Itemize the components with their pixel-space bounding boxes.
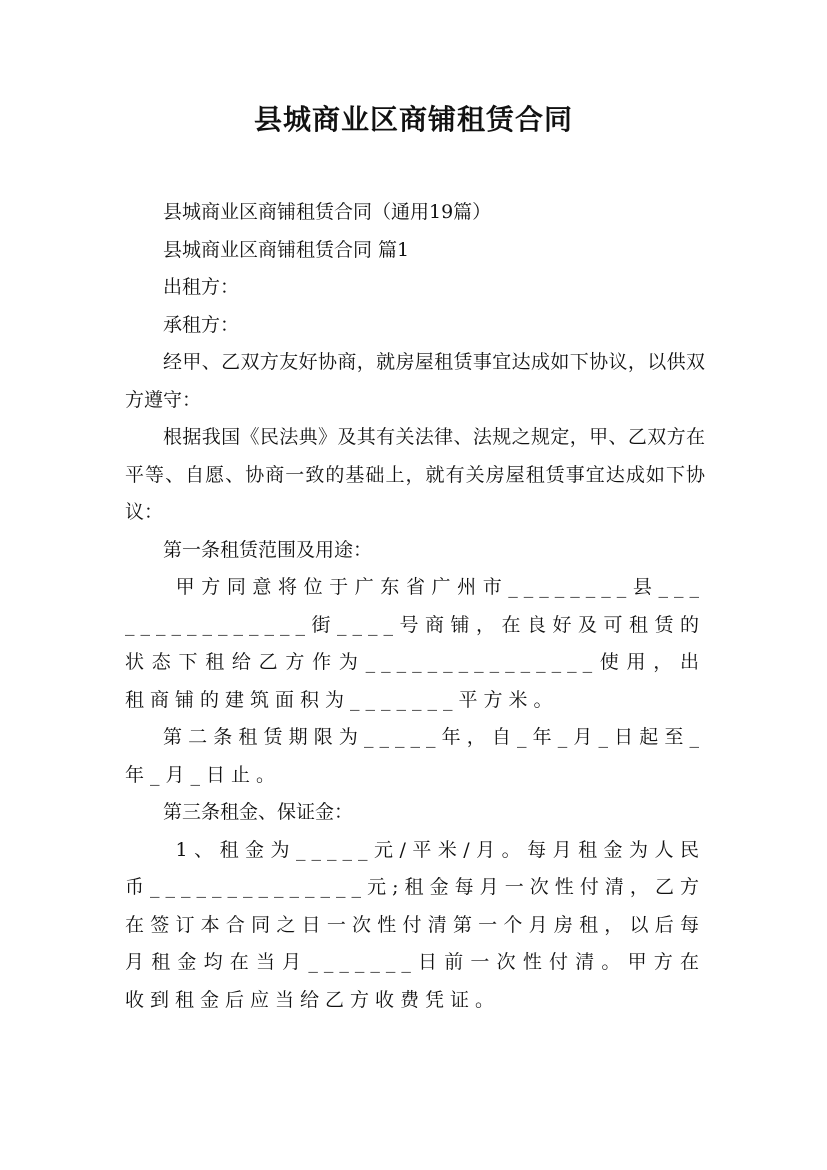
paragraph-article-1-body: 甲方同意将位于广东省广州市________县_______________街____号商铺，在良好及可租赁的状态下租给乙方作为_______________使用，出租商铺的建筑面积为_______平方米。 bbox=[125, 576, 705, 711]
paragraph-subtitle: 县城商业区商铺租赁合同（通用19篇） bbox=[163, 201, 492, 223]
paragraph-lessor: 出租方： bbox=[163, 276, 240, 298]
paragraph-article-3-rent: 1、租金为_____元/平米/月。每月租金为人民币______________元;租金每月一次性付清，乙方在签订本合同之日一次性付清第一个月房租，以后每月租金均在当月_______日前一次性付清。甲方在收到租金后应当给乙方收费凭证。 bbox=[125, 838, 705, 1011]
document-title: 县城商业区商铺租赁合同 bbox=[253, 103, 573, 136]
paragraph-legal-basis: 根据我国《民法典》及其有关法律、法规之规定，甲、乙双方在平等、自愿、协商一致的基础上，就有关房屋租赁事宜达成如下协议： bbox=[125, 426, 705, 523]
paragraph-lessee: 承租方： bbox=[163, 313, 240, 336]
paragraph-article-3-heading: 第三条租金、保证金： bbox=[163, 801, 354, 823]
document-body bbox=[125, 194, 705, 1019]
paragraph-preamble: 经甲、乙双方友好协商，就房屋租赁事宜达成如下协议，以供双方遵守： bbox=[125, 351, 705, 411]
paragraph-section-heading: 县城商业区商铺租赁合同 篇1 bbox=[163, 238, 410, 261]
paragraph-article-1-heading: 第一条租赁范围及用途： bbox=[163, 538, 373, 561]
paragraph-article-2: 第二条租赁期限为_____年，自_年_月_日起至_年_月_日止。 bbox=[125, 726, 705, 786]
